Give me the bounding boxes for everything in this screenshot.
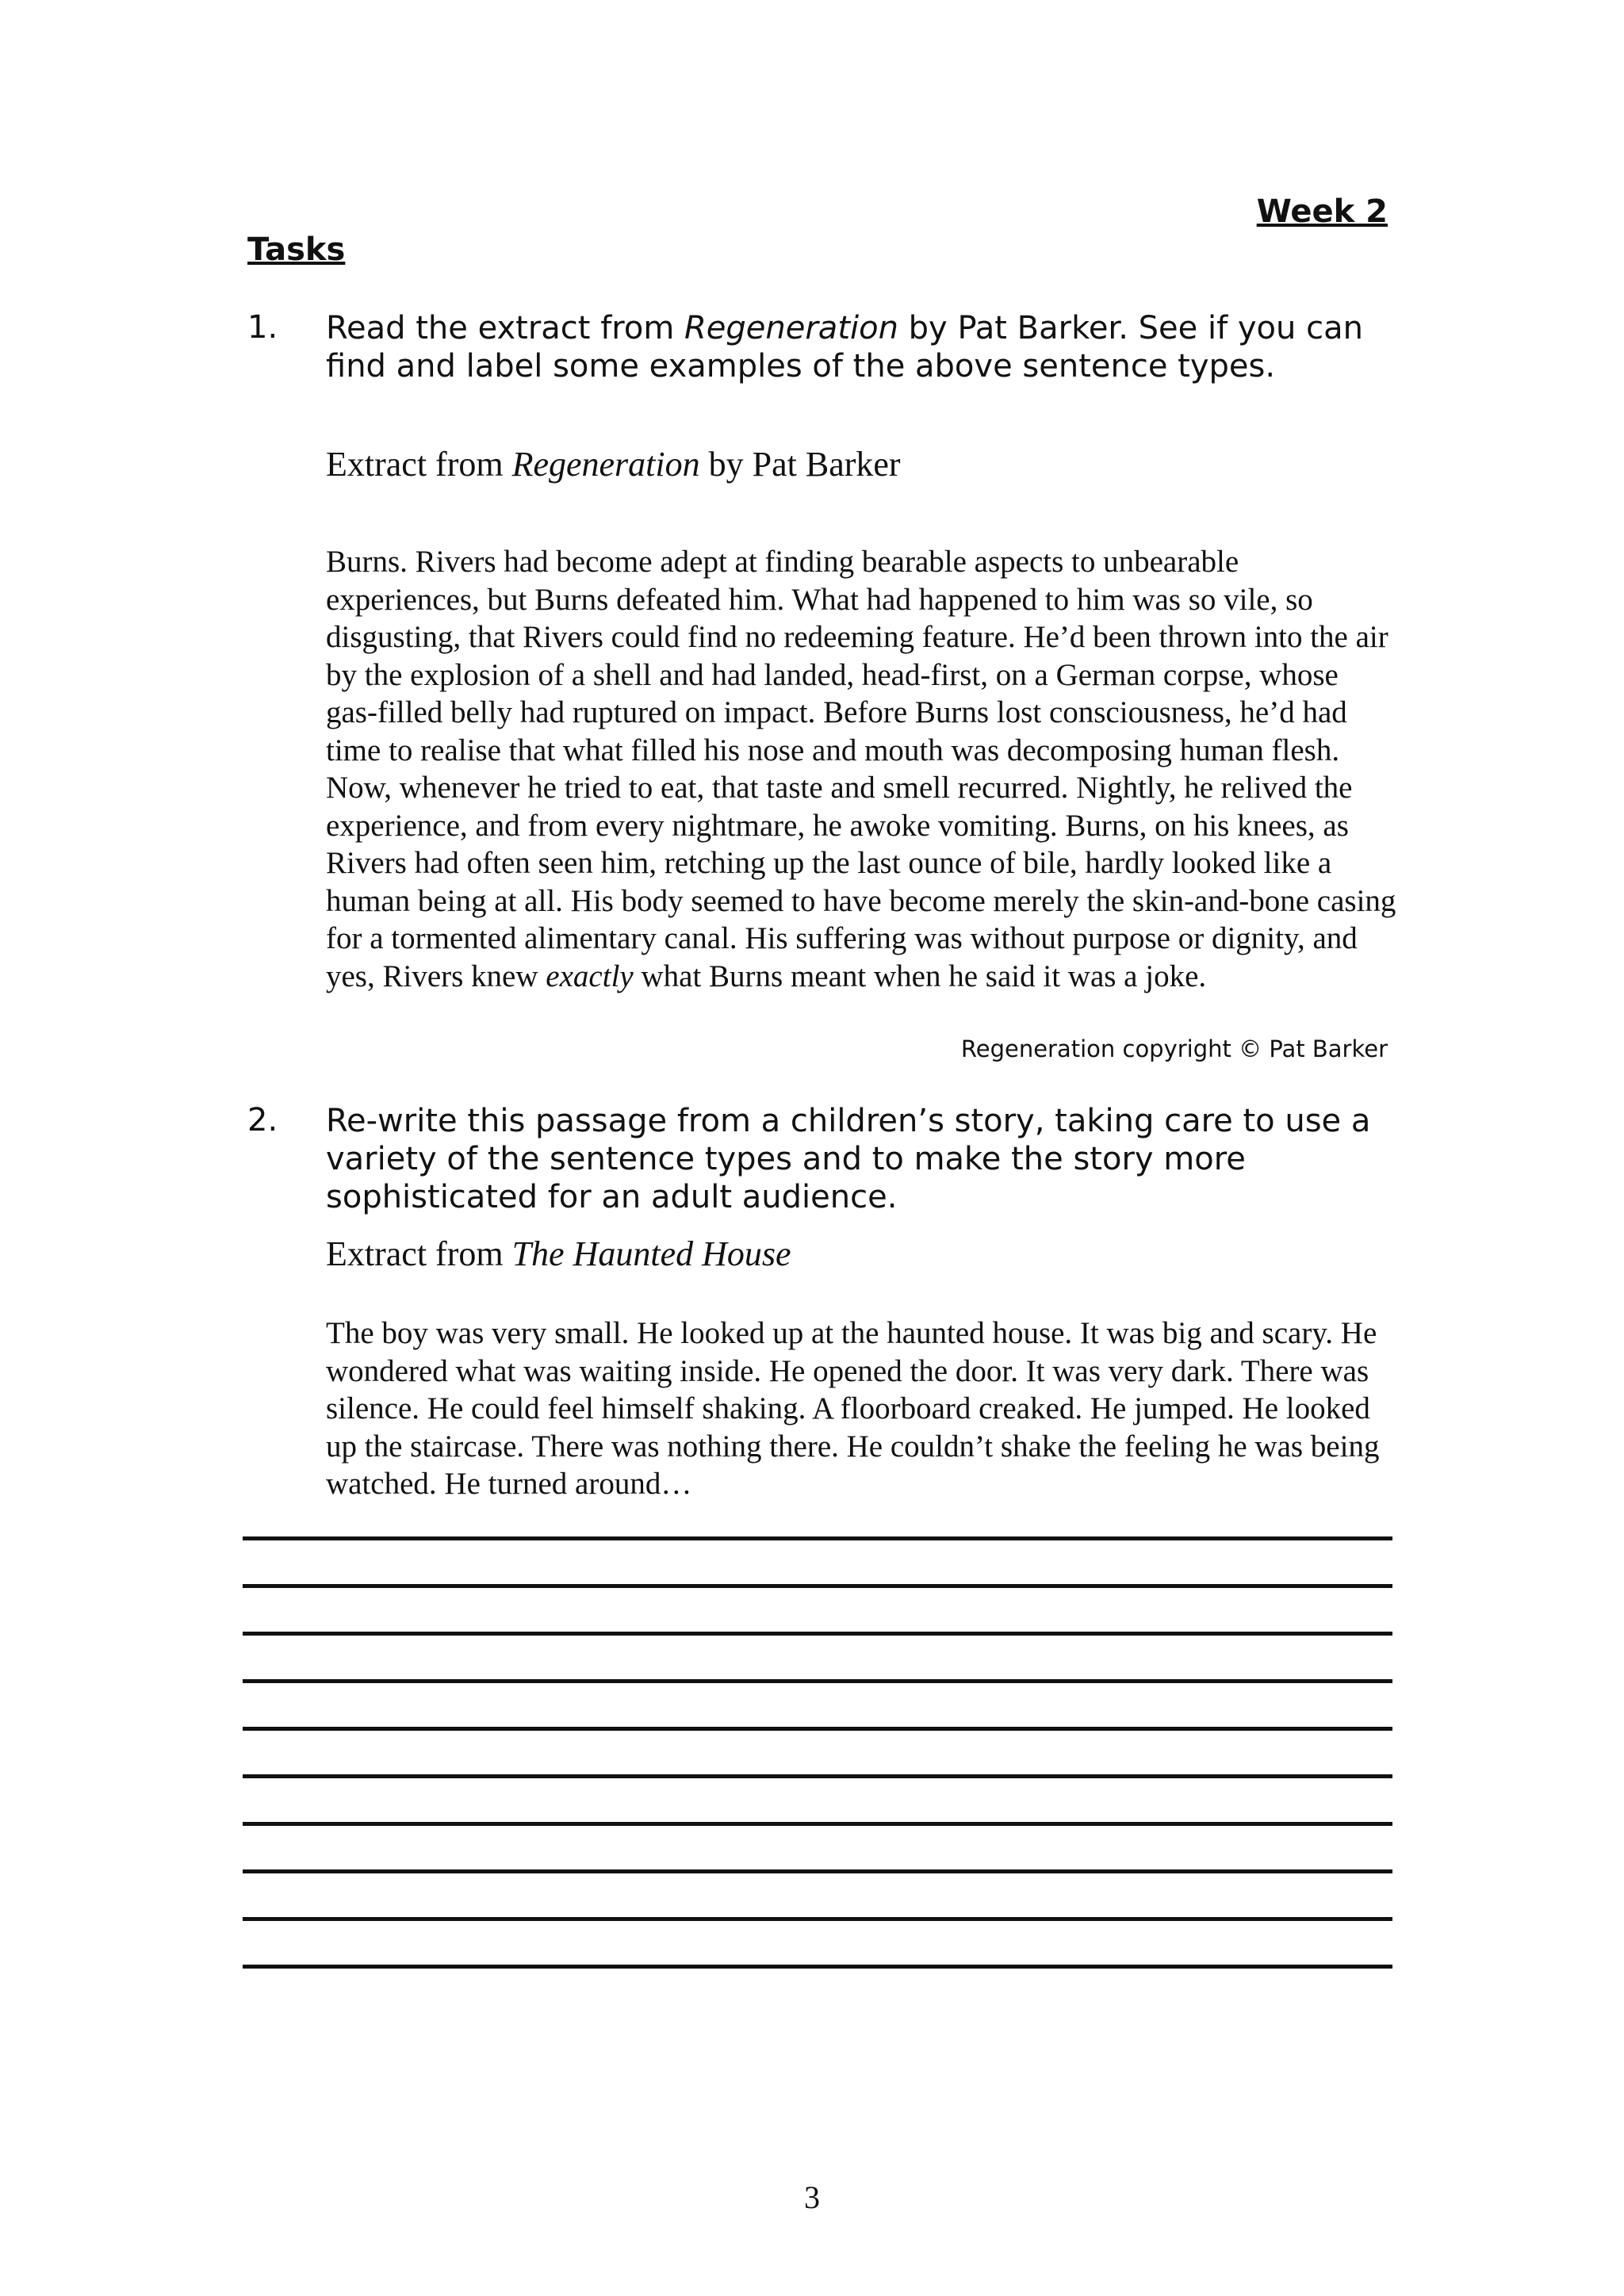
extract-2-story-title: The Haunted House (511, 1234, 791, 1273)
writing-lines[interactable] (243, 1536, 1392, 2012)
writing-line[interactable] (243, 1632, 1392, 1636)
writing-line[interactable] (243, 1536, 1392, 1540)
passage-emphasis: exactly (546, 959, 634, 993)
extract-2-label: Extract from (326, 1234, 512, 1273)
extract-1-book-title: Regeneration (511, 445, 700, 484)
extract-2-title (326, 1234, 791, 1274)
haunted-house-passage (326, 1314, 1396, 1503)
task-2-text: Re-write this passage from a children’s story, taking care to use a variety of the sentence types and to make the story more sophisticated for an adult audience. (326, 1103, 1371, 1215)
regeneration-passage (326, 543, 1396, 995)
task-1-number: 1. (247, 309, 278, 346)
writing-line[interactable] (243, 1584, 1392, 1588)
task-1-text-part: Read the extract from (326, 310, 684, 346)
extract-1-author: by Pat Barker (699, 445, 901, 484)
passage-text: The boy was very small. He looked up at the haunted house. It was big and scary. He wondered what was waiting inside. He opened the door. It was very dark. There was silence. He could feel himself shaking. A floorboard creaked. He jumped. He looked up the staircase. There was nothing there. He couldn’t shake the feeling he was being watched. He turned around… (326, 1316, 1380, 1501)
extract-1-label: Extract from (326, 445, 512, 484)
tasks-heading: Tasks (247, 232, 346, 268)
writing-line[interactable] (243, 1869, 1392, 1873)
writing-line[interactable] (243, 1679, 1392, 1683)
week-label: Week 2 (1256, 193, 1388, 230)
passage-text: Burns. Rivers had become adept at finding bearable aspects to unbearable experiences, but Burns defeated him. What had happened to him was so vile, so disgusting, that Rivers could find no redeeming feature. He’d been thrown into the air by the explosion of a shell and had landed, head-first, on a German corpse, whose gas-filled belly had ruptured on impact. Before Burns lost consciousness, he’d had time to realise that what filled his nose and mouth was decomposing human flesh. Now, whenever he tried to eat, that taste and smell recurred. Nightly, he relived the experience, and from every nightmare, he awoke vomiting. Burns, on his knees, as Rivers had often seen him, retching up the last ounce of bile, hardly looked like a human being at all. His body seemed to have become merely the skin-and-bone casing for a tormented alimentary canal. His suffering was without purpose or dignity, and yes, Rivers knew (326, 545, 1396, 993)
task-1-text (326, 309, 1404, 385)
task-1-book-title: Regeneration (684, 310, 898, 346)
extract-1-title (326, 444, 901, 484)
copyright-credit: Regeneration copyright © Pat Barker (960, 1035, 1388, 1062)
page-number: 3 (804, 2179, 820, 2215)
writing-line[interactable] (243, 1822, 1392, 1826)
writing-line[interactable] (243, 1965, 1392, 1969)
task-2-number: 2. (247, 1102, 278, 1138)
passage-text: what Burns meant when he said it was a joke. (633, 959, 1207, 993)
writing-line[interactable] (243, 1774, 1392, 1778)
writing-line[interactable] (243, 1917, 1392, 1921)
writing-line[interactable] (243, 1727, 1392, 1731)
task-1-text-part: by Pat Barker. See if you can find and label some examples of the above sentence types. (326, 310, 1363, 385)
